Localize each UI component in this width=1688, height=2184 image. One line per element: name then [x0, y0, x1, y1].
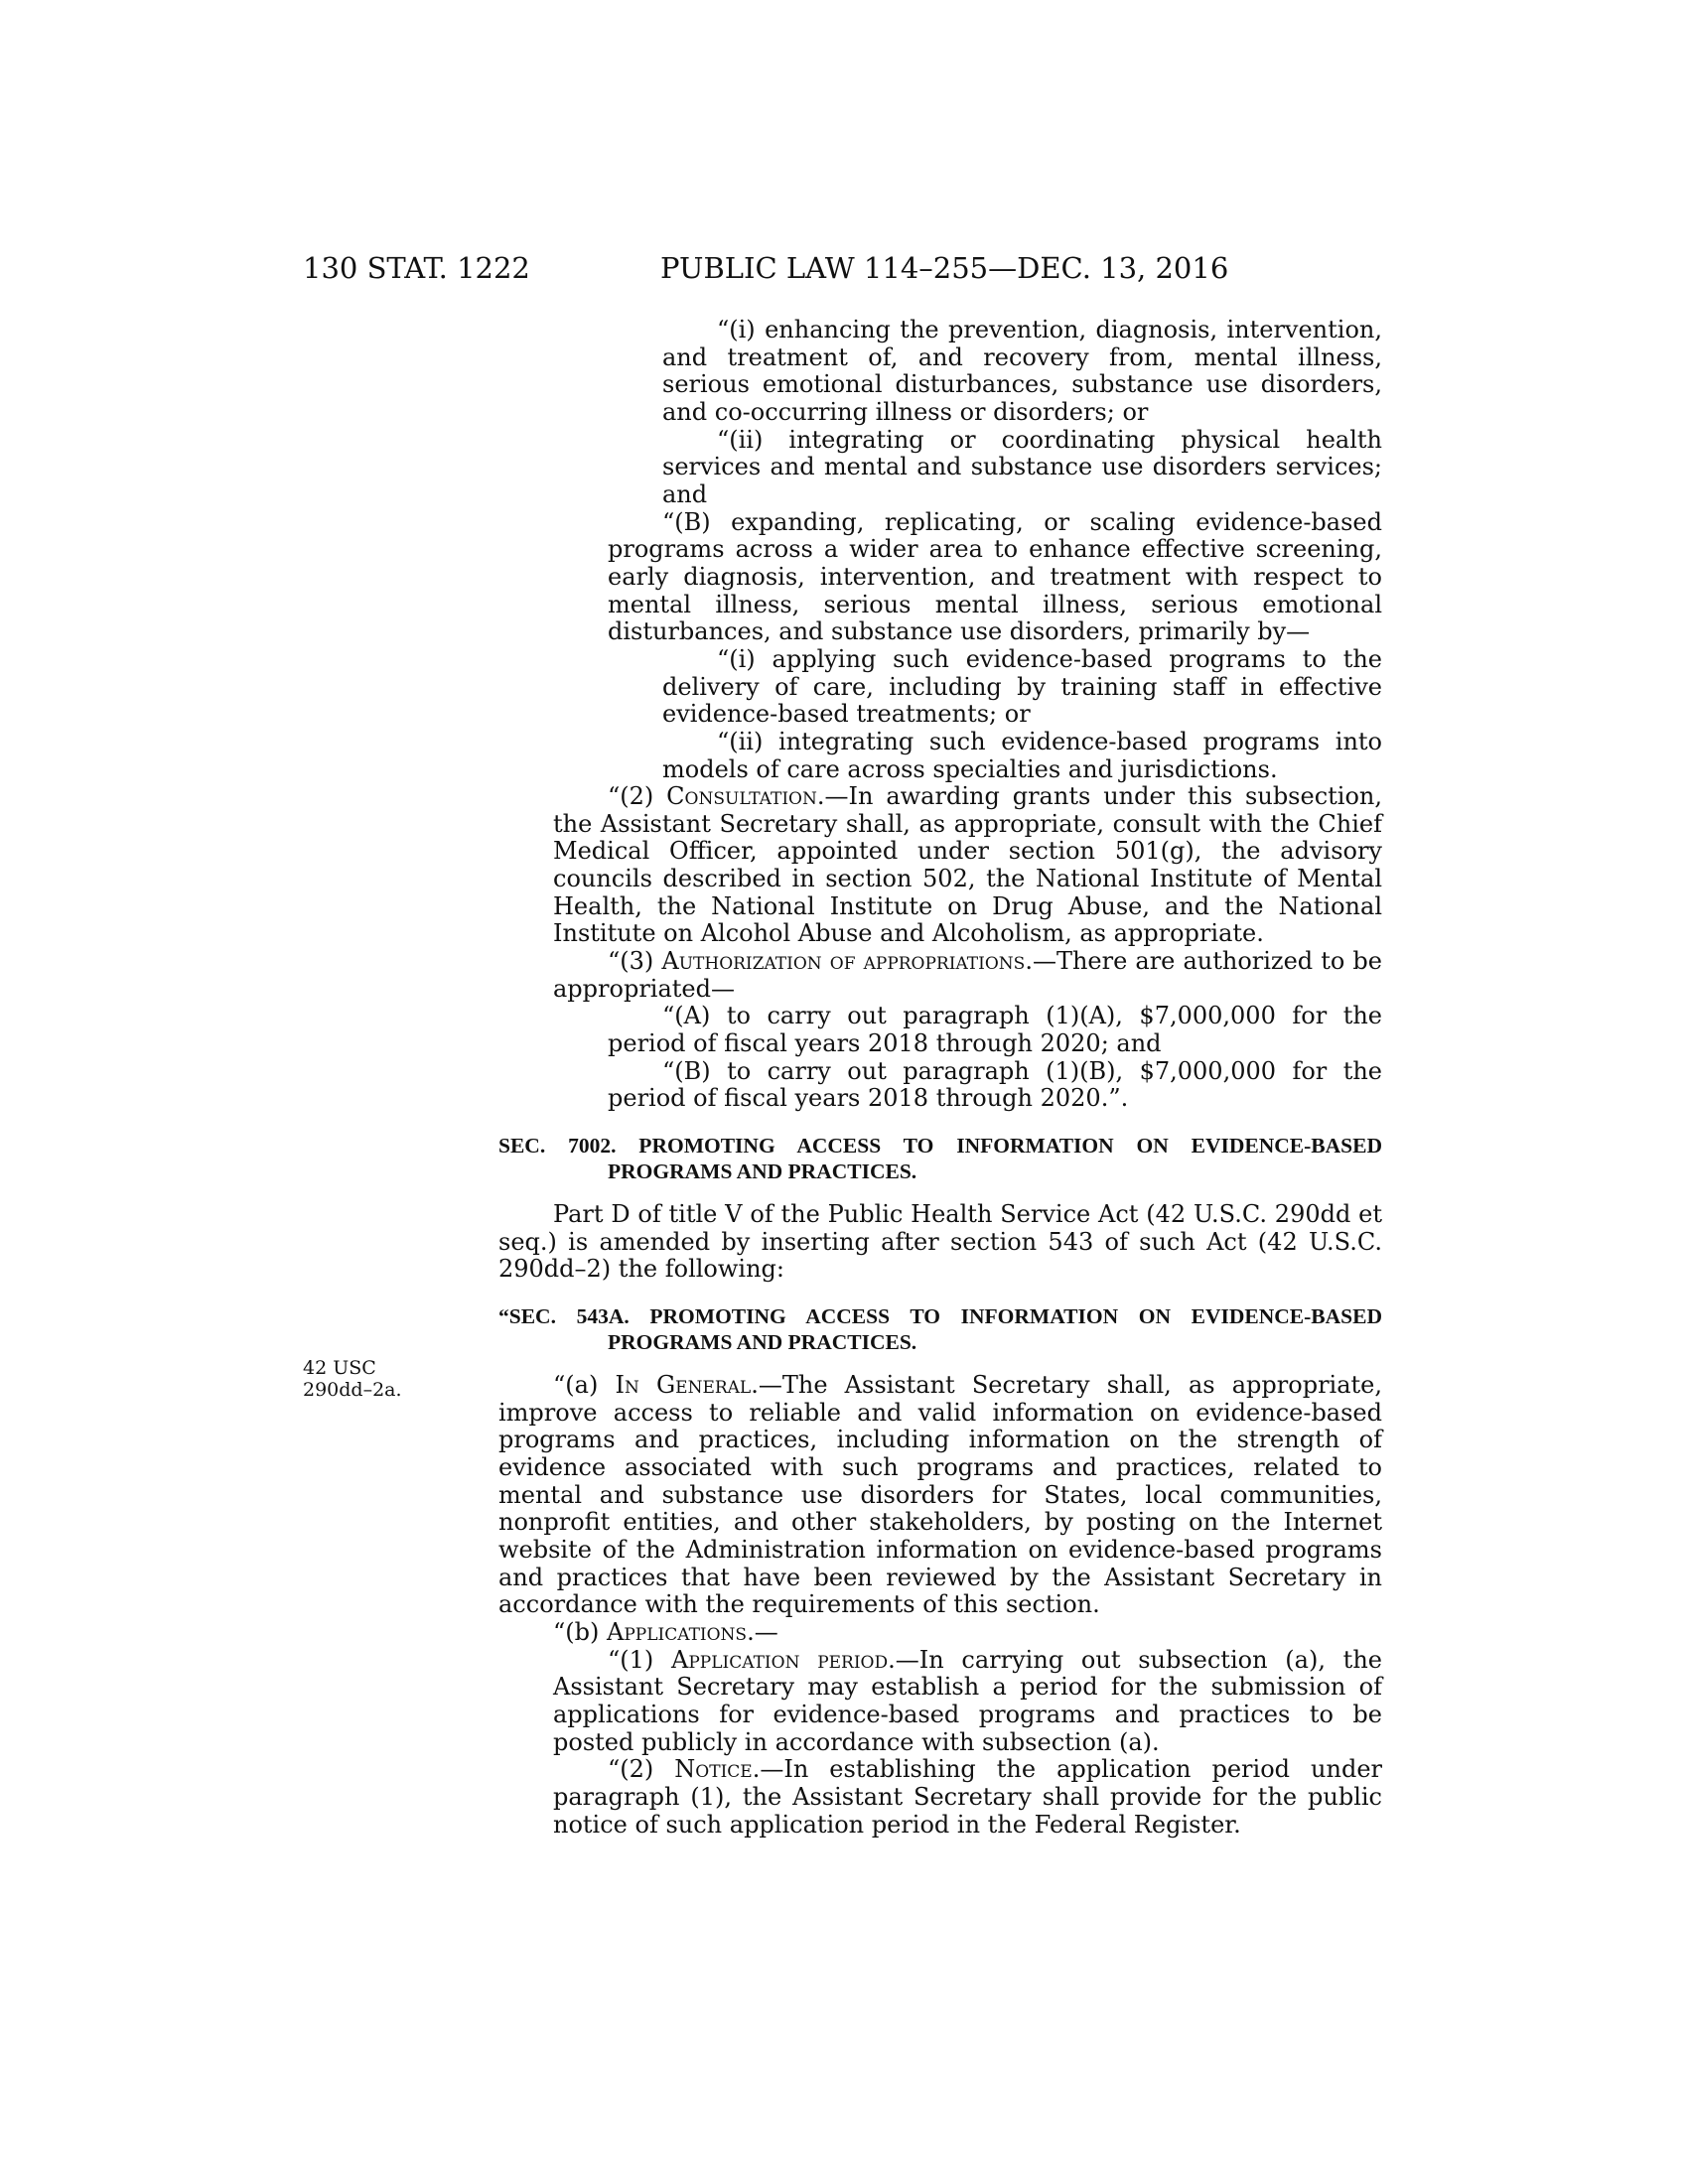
clause-1a-ii: “(ii) integrating or coordinating physical health services and mental and substance use disorders services; and: [662, 425, 1382, 508]
law-citation: PUBLIC LAW 114–255—DEC. 13, 2016: [660, 251, 1229, 285]
statute-text: [498, 317, 1382, 1839]
margin-note-usc-citation: [303, 1357, 442, 1401]
paragraph-number: “(3): [608, 947, 662, 976]
paragraph-b2-notice: [498, 1756, 1382, 1839]
paragraph-heading: Consultation: [666, 782, 817, 811]
paragraph-heading: Notice: [674, 1755, 753, 1784]
subparagraph-3b: “(B) to carry out paragraph (1)(B), $7,000,000 for the period of fiscal years 2018 through 2020.”.: [608, 1056, 1382, 1113]
paragraph-number: “(2): [608, 1755, 675, 1784]
paragraph-b1-application-period: [498, 1647, 1382, 1757]
amendatory-instruction: Part D of title V of the Public Health Service Act (42 U.S.C. 290dd et seq.) is amended by inserting after section 543 of such Act (42 U.S.C. 290dd–2) the following:: [498, 1200, 1382, 1284]
subsection-heading: In General: [615, 1371, 752, 1399]
subsection-number: “(b): [553, 1617, 607, 1646]
subsection-number: “(a): [553, 1371, 616, 1399]
subsection-body: .—: [747, 1617, 778, 1646]
page-number: 130 STAT. 1222: [303, 251, 530, 285]
paragraph-number: “(2): [608, 782, 667, 811]
section-heading-543a: “SEC. 543A. PROMOTING ACCESS TO INFORMATION ON EVIDENCE-BASED PROGRAMS AND PRACTICES.: [498, 1304, 1382, 1354]
paragraph-body: .—In carrying out subsection (a), the Assistant Secretary may establish a period for the submission of applications for evidence-based programs and practices to be posted publicly in accordance with subsection (a).: [553, 1645, 1382, 1756]
subsection-heading: Applications: [607, 1617, 748, 1646]
margin-note-line: 42 USC: [303, 1357, 376, 1379]
clause-1b-ii: “(ii) integrating such evidence-based programs into models of care across specialties and jurisdictions.: [662, 727, 1382, 783]
paragraph-body: .—In awarding grants under this subsection, the Assistant Secretary shall, as appropriate, consult with the Chief Medical Officer, appointed under section 501(g), the advisory councils described in section 502, the National Institute of Mental Health, the National Institute on Drug Abuse, and the National Institute on Alcohol Abuse and Alcoholism, as appropriate.: [553, 782, 1382, 948]
paragraph-3-authorization: [498, 948, 1382, 1003]
subparagraph-1b: “(B) expanding, replicating, or scaling evidence-based programs across a wider area to enhance effective screening, early diagnosis, intervention, and treatment with respect to mental illness, serious mental illness, serious emotional disturbances, and substance use disorders, primarily by—: [608, 507, 1382, 646]
subsection-body: .—The Assistant Secretary shall, as appropriate, improve access to reliable and valid information on evidence-based programs and practices, including information on the strength of evidence associated with such programs and practices, related to mental and substance use disorders for States, local communities, nonprofit entities, and other stakeholders, by posting on the Internet website of the Administration information on evidence-based programs and practices that have been reviewed by the Assistant Secretary in accordance with the requirements of this section.: [498, 1371, 1383, 1619]
paragraph-heading: Authorization of appropriations: [661, 947, 1026, 976]
subsection-a-in-general: [498, 1372, 1382, 1619]
paragraph-heading: Application period: [671, 1645, 889, 1674]
subsection-b-applications: [498, 1619, 1382, 1647]
margin-note-line: 290dd–2a.: [303, 1379, 402, 1401]
running-head: [0, 250, 1688, 286]
clause-1b-i: “(i) applying such evidence-based programs to the delivery of care, including by training staff in effective evidence-based treatments; or: [662, 644, 1382, 729]
paragraph-body: .—There are authorized to be appropriated—: [553, 947, 1382, 1003]
paragraph-number: “(1): [608, 1645, 672, 1674]
paragraph-2-consultation: [498, 783, 1382, 948]
subparagraph-3a: “(A) to carry out paragraph (1)(A), $7,000,000 for the period of fiscal years 2018 through 2020; and: [608, 1002, 1382, 1058]
paragraph-body: .—In establishing the application period under paragraph (1), the Assistant Secretary shall provide for the public notice of such application period in the Federal Register.: [553, 1755, 1382, 1839]
section-heading-7002: SEC. 7002. PROMOTING ACCESS TO INFORMATION ON EVIDENCE-BASED PROGRAMS AND PRACTICES.: [498, 1134, 1382, 1184]
clause-1a-i: “(i) enhancing the prevention, diagnosis, intervention, and treatment of, and recovery from, mental illness, serious emotional disturbances, substance use disorders, and co-occurring illness or disorders; or: [662, 316, 1382, 426]
